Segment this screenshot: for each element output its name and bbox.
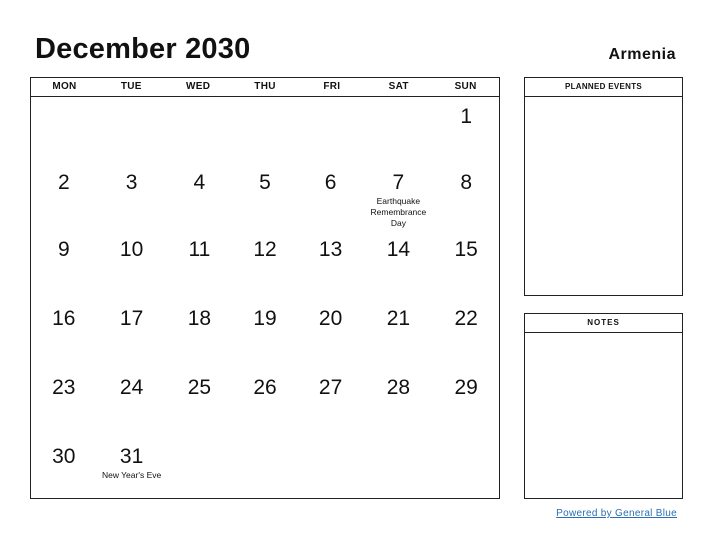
day-number: 8 xyxy=(460,171,473,194)
day-number xyxy=(298,437,364,445)
holiday-label: Earthquake Remembrance Day xyxy=(370,196,427,228)
day-cell xyxy=(167,299,233,368)
country-label: Armenia xyxy=(608,46,676,63)
day-cell xyxy=(433,299,499,368)
day-cell xyxy=(298,97,364,163)
day-number: 17 xyxy=(119,307,144,330)
day-cell xyxy=(433,368,499,437)
day-number xyxy=(232,437,298,445)
day-number: 29 xyxy=(454,376,478,399)
day-cell xyxy=(97,163,167,230)
notes-panel xyxy=(524,313,683,499)
day-number xyxy=(298,97,364,105)
day-cell xyxy=(363,368,433,437)
day-number: 19 xyxy=(253,307,277,330)
day-number: 7 xyxy=(392,171,405,194)
day-number xyxy=(363,437,433,445)
day-number xyxy=(363,97,433,105)
day-cell xyxy=(298,437,364,507)
day-number: 11 xyxy=(188,238,211,261)
day-cell xyxy=(31,437,97,507)
holiday-label: New Year's Eve xyxy=(101,470,162,480)
weekday-wed: WED xyxy=(186,81,211,92)
day-cell xyxy=(232,97,298,163)
day-cell xyxy=(298,299,364,368)
day-number: 24 xyxy=(119,376,144,399)
calendar-grid xyxy=(31,97,499,498)
day-number: 9 xyxy=(57,238,70,261)
day-cell xyxy=(298,368,364,437)
day-cell xyxy=(363,299,433,368)
day-number xyxy=(167,437,233,445)
day-cell xyxy=(97,97,167,163)
day-number: 6 xyxy=(324,171,337,194)
day-cell xyxy=(298,163,364,230)
weekday-sun: SUN xyxy=(454,81,477,92)
day-number: 1 xyxy=(460,105,473,128)
day-cell xyxy=(433,437,499,507)
day-number xyxy=(31,97,97,105)
weekday-mon: MON xyxy=(52,81,77,92)
day-cell xyxy=(363,163,433,230)
day-cell xyxy=(232,437,298,507)
day-number: 20 xyxy=(318,307,343,330)
day-cell xyxy=(97,368,167,437)
month-calendar xyxy=(30,77,500,499)
weekday-tue: TUE xyxy=(120,81,142,92)
planned-events-panel xyxy=(524,77,683,296)
day-cell xyxy=(31,299,97,368)
day-number: 10 xyxy=(119,238,144,261)
day-number xyxy=(167,97,233,105)
weekday-thu: THU xyxy=(254,81,276,92)
day-number: 3 xyxy=(125,171,138,194)
day-number: 30 xyxy=(52,445,76,468)
weekday-sat: SAT xyxy=(388,81,409,92)
weekday-header xyxy=(31,78,499,97)
day-cell xyxy=(232,163,298,230)
day-cell xyxy=(31,368,97,437)
day-cell xyxy=(363,97,433,163)
day-number: 15 xyxy=(454,238,478,261)
day-cell xyxy=(167,97,233,163)
day-number: 16 xyxy=(52,307,76,330)
day-cell xyxy=(298,230,364,299)
planned-events-heading: PLANNED EVENTS xyxy=(525,78,682,97)
day-number: 25 xyxy=(187,376,212,399)
day-number: 26 xyxy=(253,376,277,399)
day-cell xyxy=(363,437,433,507)
day-cell xyxy=(97,230,167,299)
day-number: 4 xyxy=(193,171,206,194)
day-cell xyxy=(31,97,97,163)
day-cell xyxy=(167,368,233,437)
day-number: 2 xyxy=(57,171,70,194)
day-number: 21 xyxy=(386,307,411,330)
day-number xyxy=(232,97,298,105)
day-cell xyxy=(433,163,499,230)
day-cell xyxy=(232,368,298,437)
day-number: 22 xyxy=(454,307,478,330)
day-number: 27 xyxy=(318,376,343,399)
notes-heading: NOTES xyxy=(525,314,682,333)
day-cell xyxy=(31,163,97,230)
day-number: 13 xyxy=(318,238,343,261)
day-cell xyxy=(433,230,499,299)
day-cell xyxy=(363,230,433,299)
day-cell xyxy=(97,437,167,507)
powered-by-link[interactable]: Powered by General Blue xyxy=(556,508,677,519)
day-cell xyxy=(167,163,233,230)
day-cell xyxy=(97,299,167,368)
day-number xyxy=(433,437,499,445)
day-number: 23 xyxy=(52,376,76,399)
day-number: 28 xyxy=(386,376,411,399)
day-number: 31 xyxy=(119,445,144,468)
day-cell xyxy=(167,230,233,299)
day-number: 14 xyxy=(386,238,411,261)
day-cell xyxy=(232,299,298,368)
day-cell xyxy=(433,97,499,163)
weekday-fri: FRI xyxy=(323,81,341,92)
day-number: 5 xyxy=(259,171,271,194)
day-cell xyxy=(31,230,97,299)
page-title: December 2030 xyxy=(35,33,251,65)
day-number xyxy=(97,97,167,105)
day-cell xyxy=(167,437,233,507)
day-cell xyxy=(232,230,298,299)
day-number: 18 xyxy=(187,307,212,330)
day-number: 12 xyxy=(253,238,277,261)
